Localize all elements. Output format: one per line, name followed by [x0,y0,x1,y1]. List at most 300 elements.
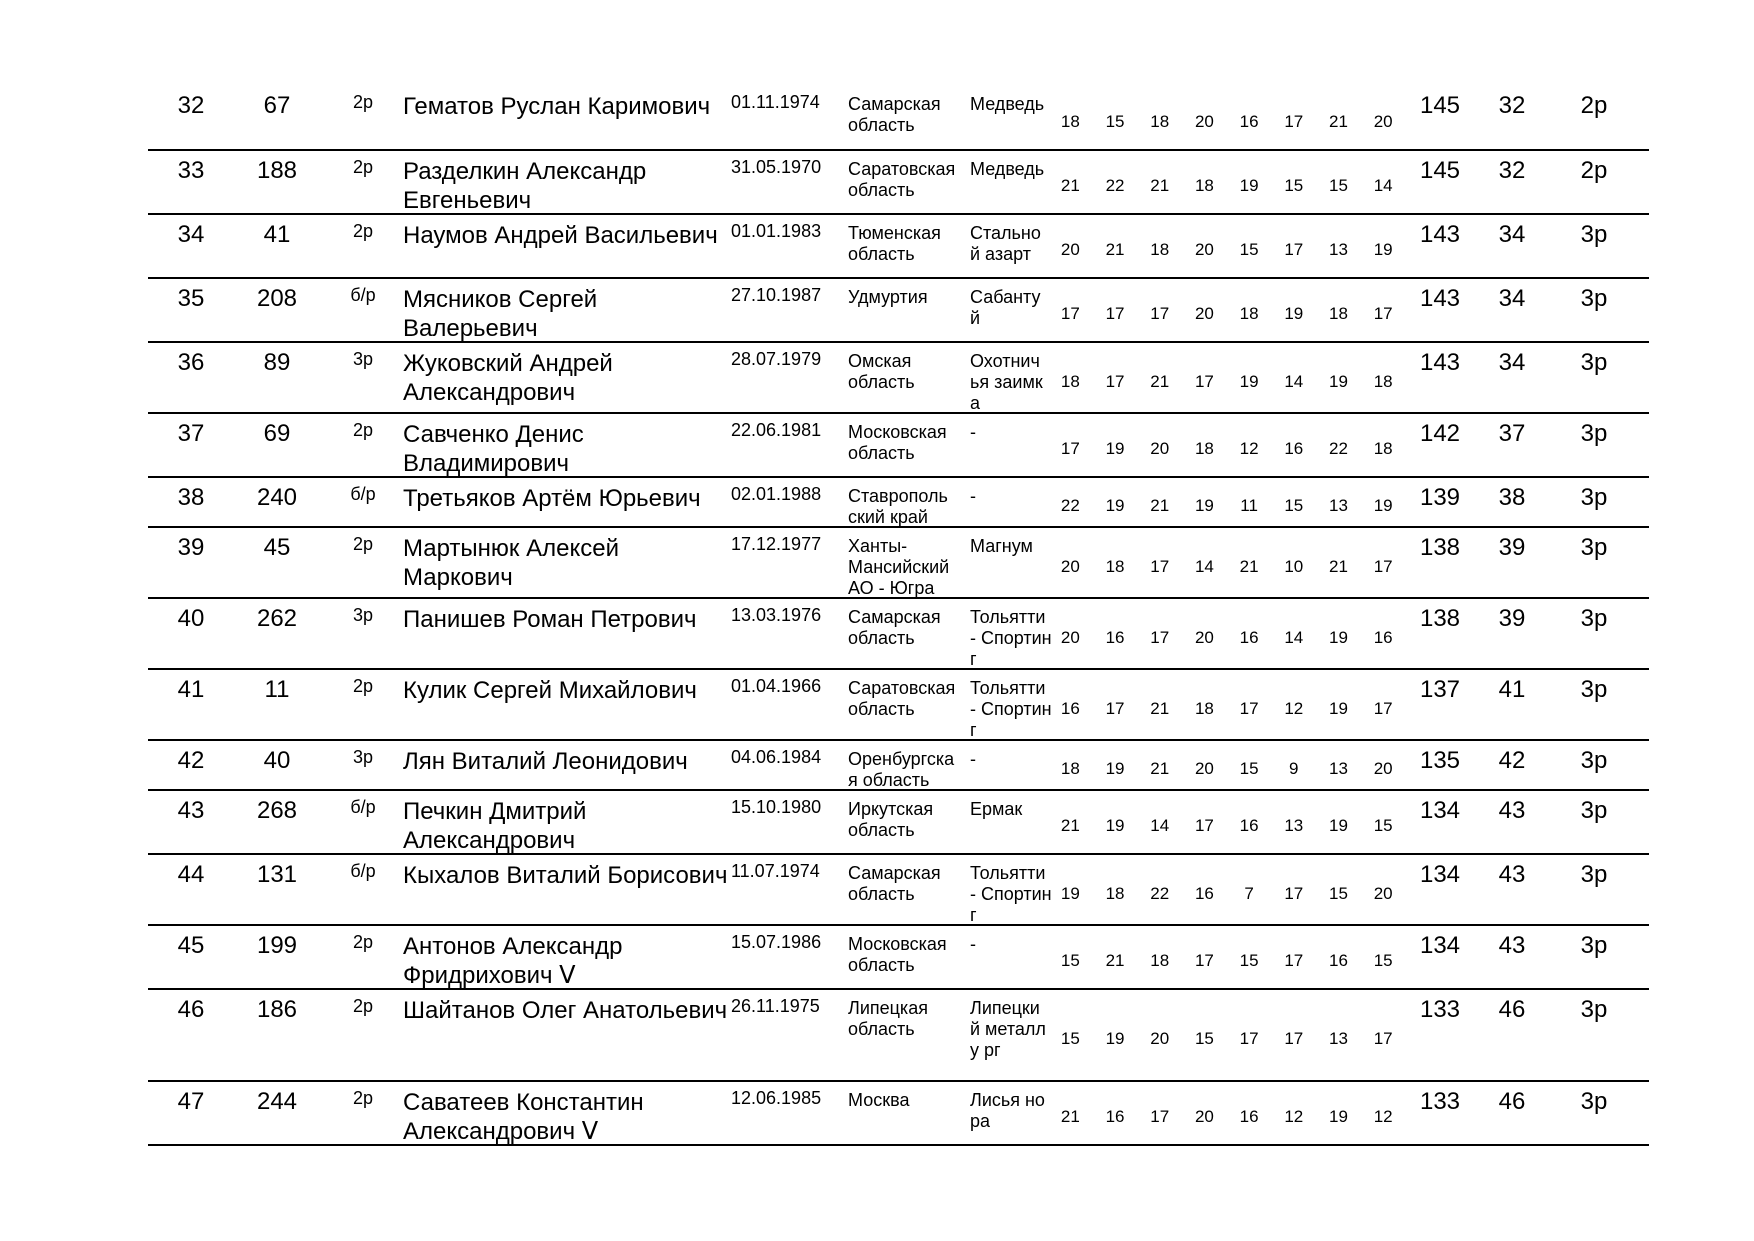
total-cell: 139 [1419,484,1461,511]
place-cell: 44 [177,861,205,888]
series-score: 19 [1329,1107,1348,1126]
total-cell: 133 [1419,1088,1461,1115]
series-score: 15 [1373,816,1393,835]
birth-date-cell: 01.01.1983 [731,221,822,241]
final-rank-cell: 3р [1580,285,1608,312]
club-cell: Лисья нора [970,1090,1045,1131]
club-cell: Медведь [970,94,1045,114]
series-score: 19 [1284,304,1304,323]
rank-cell: 2р [352,1088,374,1108]
place-cell: 36 [177,349,205,376]
final-place-cell: 43 [1498,932,1526,959]
series-score: 15 [1373,951,1393,970]
series-score: 12 [1284,1107,1304,1126]
series-score: 15 [1239,951,1259,970]
birth-date-cell: 13.03.1976 [731,605,822,625]
birth-date-cell: 28.07.1979 [731,349,822,369]
final-place-cell: 43 [1498,861,1526,888]
region-cell: Саратовская область [848,159,956,200]
series-score: 7 [1244,883,1254,903]
region-cell: Саратовская область [848,678,956,719]
birth-date-cell: 27.10.1987 [731,285,822,305]
table-row [148,279,1649,343]
club-cell: Липецки й металлу рг [970,998,1046,1060]
series-score: 19 [1329,371,1348,391]
place-cell: 40 [177,605,205,632]
region-cell: Липецкая область [848,998,928,1039]
series-score: 17 [1060,304,1080,323]
series-score: 18 [1150,951,1170,970]
name-cell: Панишев Роман Петрович [403,606,697,633]
final-rank-cell: 3р [1580,484,1608,511]
total-cell: 134 [1419,932,1461,959]
series-score: 18 [1150,111,1170,131]
series-score: 21 [1239,556,1259,576]
series-score: 21 [1105,240,1125,259]
region-cell: Оренбургска я область [848,749,955,790]
total-cell: 142 [1419,420,1461,447]
competitor-number-cell: 188 [256,157,298,184]
series-score: 14 [1284,371,1304,391]
competitor-number-cell: 41 [263,221,291,248]
competitor-number-cell: 186 [256,996,298,1023]
series-score: 19 [1105,496,1125,515]
name-cell: Савченко Денис Владимирович [403,421,584,477]
series-score: 21 [1150,371,1170,391]
series-score: 20 [1373,111,1393,131]
competitor-number-cell: 199 [256,932,298,959]
table-row [148,528,1649,599]
series-score: 20 [1060,627,1080,647]
final-rank-cell: 3р [1580,420,1608,447]
club-cell: Тольятти - Спортинг [970,678,1052,740]
competitor-number-cell: 262 [256,605,298,632]
series-score: 17 [1373,1029,1393,1048]
series-score: 18 [1105,883,1125,903]
rank-cell: 2р [352,157,374,177]
name-cell: Печкин Дмитрий Александрович [403,798,587,854]
series-score: 13 [1329,1029,1348,1048]
series-score: 20 [1194,240,1214,259]
series-score: 22 [1150,883,1170,903]
club-cell: Магнум [970,536,1033,556]
series-score: 20 [1194,111,1214,131]
table-row [148,670,1649,741]
table-row [148,741,1649,791]
region-cell: Самарская область [848,94,941,135]
series-score: 18 [1105,556,1125,576]
region-cell: Москва [848,1090,910,1110]
series-score: 17 [1194,816,1214,835]
final-rank-cell: 3р [1580,676,1608,703]
series-score: 17 [1194,951,1214,970]
region-cell: Московская область [848,934,947,975]
series-score: 16 [1239,1107,1259,1126]
series-score: 19 [1105,816,1125,835]
series-score: 20 [1194,1107,1214,1126]
place-cell: 32 [177,92,205,119]
rank-cell: б/р [350,861,376,881]
place-cell: 47 [177,1088,205,1115]
series-score: 21 [1105,951,1125,970]
series-score: 17 [1284,111,1304,131]
total-cell: 138 [1419,605,1461,632]
total-cell: 138 [1419,534,1461,561]
series-score: 9 [1289,759,1299,778]
birth-date-cell: 31.05.1970 [731,157,822,177]
birth-date-cell: 12.06.1985 [731,1088,822,1108]
name-cell: Жуковский Андрей Александрович [403,350,613,406]
competitor-number-cell: 67 [263,92,291,119]
series-score: 16 [1194,883,1214,903]
series-score: 18 [1150,240,1170,259]
name-cell: Кыхалов Виталий Борисович [403,862,728,889]
series-score: 21 [1329,556,1348,576]
series-score: 17 [1239,698,1259,718]
birth-date-cell: 17.12.1977 [731,534,822,554]
total-cell: 145 [1419,92,1461,119]
series-score: 21 [1150,496,1170,515]
series-score: 18 [1194,698,1214,718]
series-score: 18 [1060,371,1080,391]
series-score: 19 [1373,240,1393,259]
name-cell: Гематов Руслан Каримович [403,93,711,120]
name-cell: Саватеев Константин Александрович ᐯ [403,1089,644,1145]
final-place-cell: 34 [1498,349,1526,376]
series-score: 17 [1284,951,1304,970]
series-score: 17 [1150,556,1170,576]
competitor-number-cell: 89 [263,349,291,376]
series-score: 15 [1060,1029,1080,1048]
competitor-number-cell: 11 [264,676,290,703]
final-place-cell: 38 [1498,484,1526,511]
series-score: 18 [1239,304,1259,323]
series-score: 17 [1284,883,1304,903]
series-score: 14 [1284,627,1304,647]
region-cell: Тюменская область [848,223,941,264]
series-score: 17 [1373,698,1393,718]
results-table [148,86,1649,1146]
final-rank-cell: 3р [1580,349,1608,376]
club-cell: - [970,422,976,442]
series-score: 15 [1284,496,1304,515]
series-score: 12 [1373,1107,1393,1126]
series-score: 19 [1105,759,1125,778]
name-cell: Кулик Сергей Михайлович [403,677,697,704]
final-place-cell: 34 [1498,285,1526,312]
final-place-cell: 32 [1498,157,1526,184]
name-cell: Мартынюк Алексей Маркович [403,535,619,591]
series-score: 15 [1239,240,1259,259]
series-score: 11 [1240,496,1258,515]
rank-cell: 3р [352,605,374,625]
series-score: 21 [1150,759,1170,778]
final-place-cell: 46 [1498,996,1526,1023]
rank-cell: 2р [352,420,374,440]
final-place-cell: 43 [1498,797,1526,824]
total-cell: 134 [1419,797,1461,824]
series-score: 15 [1284,176,1304,195]
series-score: 14 [1150,816,1170,835]
series-score: 17 [1105,698,1125,718]
region-cell: Ставрополь ский край [848,486,948,527]
club-cell: Тольятти - Спортинг [970,863,1052,925]
series-score: 15 [1329,883,1348,903]
series-score: 20 [1060,556,1080,576]
series-score: 12 [1284,698,1304,718]
name-cell: Шайтанов Олег Анатольевич [403,997,728,1024]
series-score: 19 [1239,176,1259,195]
series-score: 15 [1239,759,1259,778]
table-row [148,990,1649,1082]
competitor-number-cell: 69 [263,420,291,447]
series-score: 19 [1105,1029,1125,1048]
series-score: 15 [1194,1029,1214,1048]
series-score: 14 [1373,176,1393,195]
series-score: 16 [1060,698,1080,718]
region-cell: Иркутская область [848,799,934,840]
series-score: 20 [1150,439,1170,458]
club-cell: Стально й азарт [970,223,1041,264]
final-rank-cell: 3р [1580,605,1608,632]
rank-cell: 3р [352,747,374,767]
birth-date-cell: 04.06.1984 [731,747,822,767]
place-cell: 43 [177,797,205,824]
total-cell: 133 [1419,996,1461,1023]
birth-date-cell: 15.10.1980 [731,797,822,817]
series-score: 16 [1284,439,1304,458]
final-rank-cell: 3р [1580,932,1608,959]
birth-date-cell: 01.04.1966 [731,676,822,696]
club-cell: Ермак [970,799,1023,819]
series-score: 22 [1329,439,1348,458]
region-cell: Московская область [848,422,947,463]
series-score: 17 [1373,556,1393,576]
rank-cell: 2р [352,221,374,241]
club-cell: - [970,934,976,954]
table-row [148,414,1649,478]
series-score: 21 [1060,1107,1080,1126]
table-row [148,599,1649,670]
birth-date-cell: 02.01.1988 [731,484,822,504]
final-place-cell: 46 [1498,1088,1526,1115]
competitor-number-cell: 45 [263,534,291,561]
series-score: 20 [1373,759,1393,778]
final-place-cell: 34 [1498,221,1526,248]
region-cell: Удмуртия [848,287,928,307]
series-score: 17 [1373,304,1393,323]
series-score: 18 [1194,176,1214,195]
club-cell: Тольятти - Спортинг [970,607,1052,669]
competitor-number-cell: 131 [256,861,298,888]
series-score: 17 [1284,1029,1304,1048]
final-rank-cell: 3р [1580,996,1608,1023]
birth-date-cell: 15.07.1986 [731,932,822,952]
series-score: 20 [1150,1029,1170,1048]
final-place-cell: 32 [1498,92,1526,119]
final-place-cell: 37 [1498,420,1526,447]
series-score: 17 [1105,371,1125,391]
club-cell: - [970,486,976,506]
series-score: 19 [1194,496,1214,515]
final-rank-cell: 2р [1580,157,1608,184]
final-rank-cell: 3р [1580,221,1608,248]
total-cell: 143 [1419,285,1461,312]
table-row [148,343,1649,414]
series-score: 17 [1060,439,1080,458]
club-cell: - [970,749,976,769]
series-score: 18 [1373,371,1393,391]
series-score: 13 [1329,759,1348,778]
competitor-number-cell: 40 [263,747,291,774]
series-score: 16 [1105,1107,1125,1126]
rank-cell: 2р [352,996,374,1016]
series-score: 19 [1329,816,1348,835]
series-score: 17 [1150,304,1170,323]
series-score: 20 [1194,304,1214,323]
series-score: 20 [1060,240,1080,259]
competitor-number-cell: 208 [256,285,298,312]
series-score: 13 [1329,496,1348,515]
series-score: 20 [1194,627,1214,647]
table-row [148,791,1649,855]
name-cell: Третьяков Артём Юрьевич [403,485,701,512]
series-score: 19 [1105,439,1125,458]
series-score: 14 [1194,556,1214,576]
series-score: 17 [1150,1107,1170,1126]
club-cell: Медведь [970,159,1045,179]
series-score: 18 [1060,111,1080,131]
series-score: 22 [1060,496,1080,515]
series-score: 21 [1329,111,1348,131]
series-score: 10 [1284,556,1304,576]
rank-cell: б/р [350,484,376,504]
name-cell: Лян Виталий Леонидович [403,748,688,775]
series-score: 19 [1239,371,1259,391]
place-cell: 33 [177,157,205,184]
final-place-cell: 41 [1498,676,1526,703]
series-score: 17 [1105,304,1125,323]
place-cell: 39 [177,534,205,561]
rank-cell: 2р [352,534,374,554]
final-rank-cell: 3р [1580,1088,1608,1115]
total-cell: 135 [1419,747,1461,774]
series-score: 16 [1239,111,1259,131]
table-row [148,1082,1649,1146]
club-cell: Охотнич ья заимка [970,351,1043,413]
total-cell: 145 [1419,157,1461,184]
series-score: 19 [1329,698,1348,718]
final-rank-cell: 3р [1580,861,1608,888]
series-score: 16 [1105,627,1125,647]
series-score: 17 [1284,240,1304,259]
final-rank-cell: 3р [1580,797,1608,824]
series-score: 15 [1060,951,1080,970]
series-score: 17 [1194,371,1214,391]
birth-date-cell: 26.11.1975 [731,996,820,1016]
place-cell: 34 [177,221,205,248]
series-score: 18 [1060,759,1080,778]
birth-date-cell: 01.11.1974 [731,92,820,112]
series-score: 20 [1373,883,1393,903]
series-score: 13 [1329,240,1348,259]
series-score: 16 [1329,951,1348,970]
name-cell: Мясников Сергей Валерьевич [403,286,598,342]
place-cell: 41 [177,676,205,703]
series-score: 21 [1150,176,1170,195]
series-score: 16 [1239,816,1259,835]
final-place-cell: 42 [1498,747,1526,774]
series-score: 12 [1239,439,1259,458]
final-rank-cell: 3р [1580,747,1608,774]
series-score: 21 [1060,816,1080,835]
series-score: 21 [1060,176,1080,195]
table-row [148,478,1649,528]
rank-cell: 2р [352,676,374,696]
birth-date-cell: 11.07.1974 [731,861,820,881]
rank-cell: 2р [352,92,374,112]
series-score: 17 [1239,1029,1259,1048]
series-score: 16 [1239,627,1259,647]
rank-cell: б/р [350,797,376,817]
series-score: 19 [1373,496,1393,515]
place-cell: 35 [177,285,205,312]
final-place-cell: 39 [1498,605,1526,632]
final-place-cell: 39 [1498,534,1526,561]
name-cell: Разделкин Александр Евгеньевич [403,158,647,214]
series-score: 18 [1194,439,1214,458]
series-score: 20 [1194,759,1214,778]
place-cell: 45 [177,932,205,959]
series-score: 22 [1105,176,1125,195]
series-score: 21 [1150,698,1170,718]
name-cell: Наумов Андрей Васильевич [403,222,718,249]
place-cell: 37 [177,420,205,447]
region-cell: Самарская область [848,863,941,904]
table-row [148,855,1649,926]
series-score: 15 [1105,111,1125,131]
total-cell: 143 [1419,221,1461,248]
final-rank-cell: 2р [1580,92,1608,119]
table-row [148,151,1649,215]
series-score: 18 [1329,304,1348,323]
rank-cell: б/р [350,285,376,305]
final-rank-cell: 3р [1580,534,1608,561]
table-row [148,215,1649,279]
region-cell: Омская область [848,351,915,392]
competitor-number-cell: 268 [256,797,298,824]
place-cell: 38 [177,484,205,511]
table-row [148,926,1649,990]
series-score: 17 [1150,627,1170,647]
series-score: 13 [1284,816,1304,835]
series-score: 15 [1329,176,1348,195]
total-cell: 143 [1419,349,1461,376]
region-cell: Самарская область [848,607,941,648]
place-cell: 46 [177,996,205,1023]
competitor-number-cell: 240 [256,484,298,511]
total-cell: 137 [1419,676,1461,703]
competitor-number-cell: 244 [256,1088,298,1115]
region-cell: Ханты-Мансийский АО - Югра [848,536,950,598]
birth-date-cell: 22.06.1981 [731,420,822,440]
name-cell: Антонов Александр Фридрихович ᐯ [403,933,623,989]
club-cell: Сабанту й [970,287,1041,328]
series-score: 19 [1329,627,1348,647]
table-row [148,86,1649,151]
total-cell: 134 [1419,861,1461,888]
rank-cell: 2р [352,932,374,952]
